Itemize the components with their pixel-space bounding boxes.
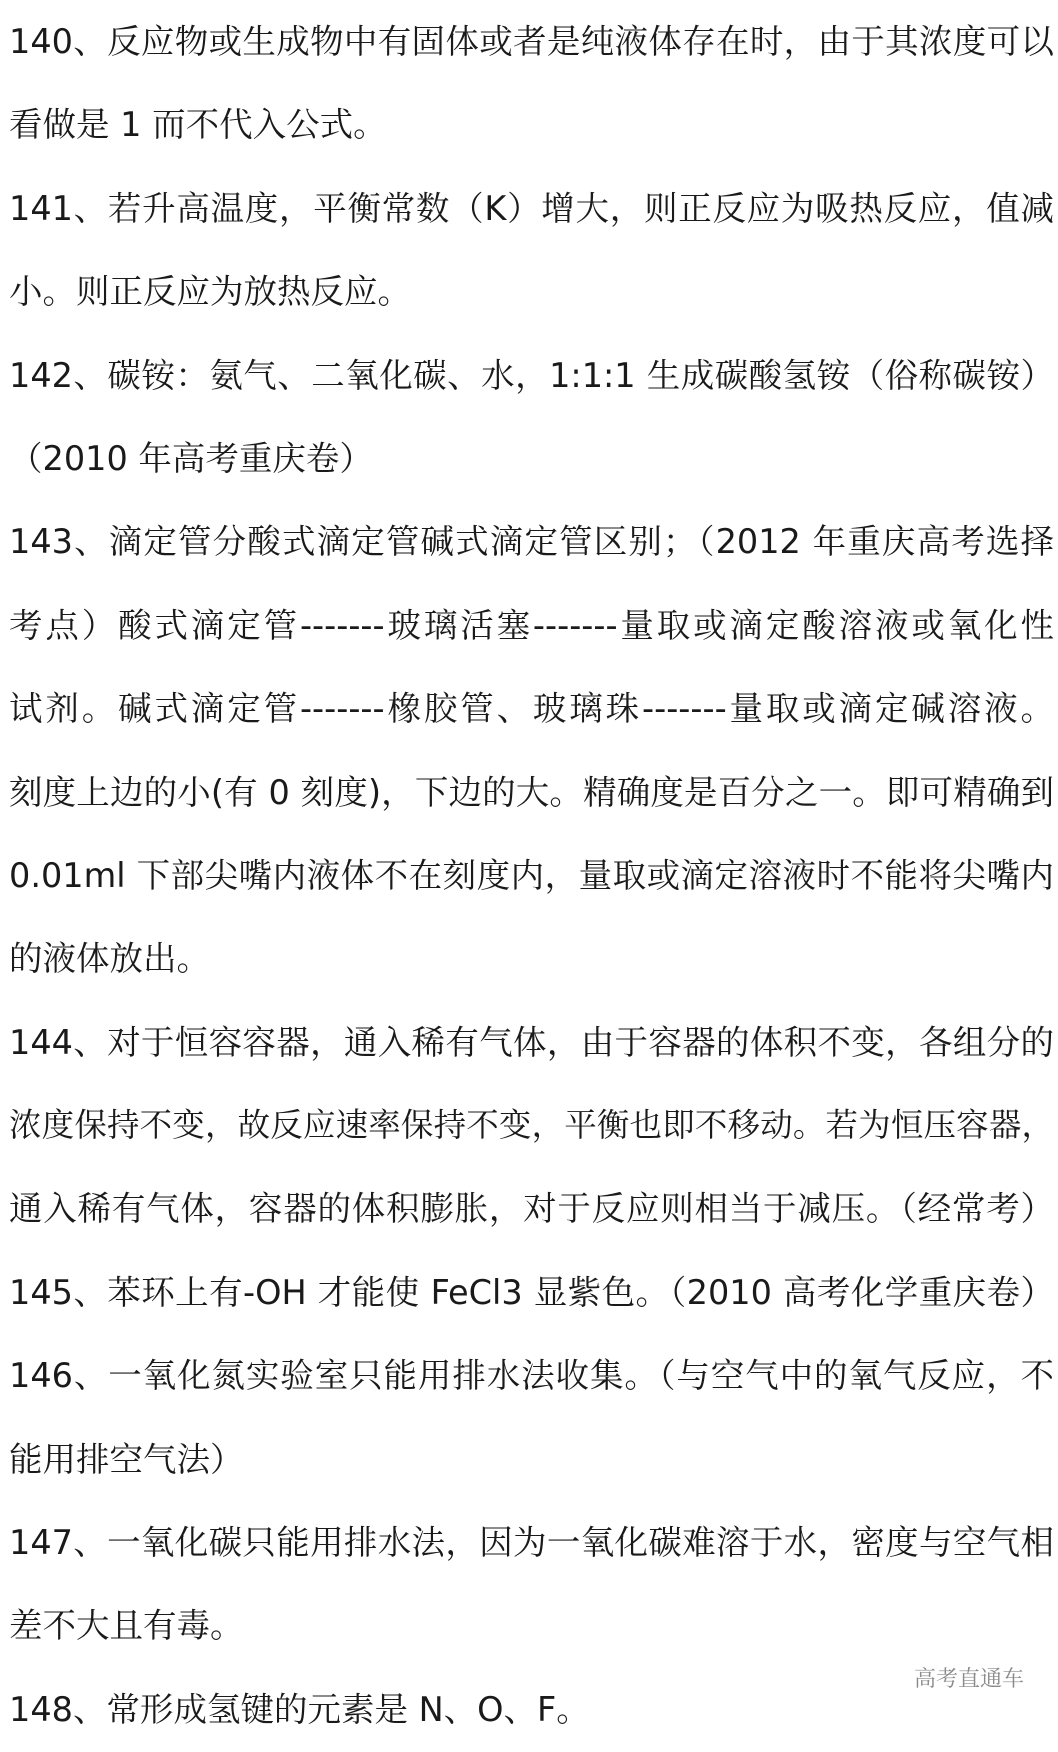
text-line: 考点）酸式滴定管-------玻璃活塞-------量取或滴定酸溶液或氧化性 — [9, 605, 1054, 645]
watermark-label: 高考直通车 — [913, 1667, 1024, 1692]
text-line: 145、苯环上有-OH 才能使 FeCl3 显紫色。（2010 高考化学重庆卷） — [9, 1272, 1054, 1312]
text-line: 142、碳铵：氨气、二氧化碳、水，1:1:1 生成碳酸氢铵（俗称碳铵） — [9, 355, 1054, 395]
text-line: 140、反应物或生成物中有固体或者是纯液体存在时，由于其浓度可以 — [9, 22, 1054, 61]
text-line: 146、一氧化氮实验室只能用排水法收集。（与空气中的氧气反应，不 — [9, 1356, 1054, 1396]
text-line: 能用排空气法） — [9, 1439, 244, 1479]
text-line: 147、一氧化碳只能用排水法，因为一氧化碳难溶于水，密度与空气相 — [9, 1523, 1054, 1563]
document-body — [9, 0, 1054, 1751]
text-line: 148、常形成氢键的元素是 N、O、F。 — [9, 1689, 590, 1729]
text-line: 141、若升高温度，平衡常数（K）增大，则正反应为吸热反应，值减 — [9, 188, 1054, 228]
text-line: 试剂。碱式滴定管-------橡胶管、玻璃珠-------量取或滴定碱溶液。 — [9, 689, 1054, 729]
text-line: 143、滴定管分酸式滴定管碱式滴定管区别；（2012 年重庆高考选择 — [9, 522, 1054, 562]
text-line: 0.01ml 下部尖嘴内液体不在刻度内，量取或滴定溶液时不能将尖嘴内 — [9, 855, 1054, 895]
text-line: 小。则正反应为放热反应。 — [9, 272, 411, 312]
text-line: 差不大且有毒。 — [9, 1606, 244, 1646]
text-line: 144、对于恒容容器，通入稀有气体，由于容器的体积不变，各组分的 — [9, 1022, 1054, 1062]
text-line: 浓度保持不变，故反应速率保持不变，平衡也即不移动。若为恒压容器， — [9, 1106, 1054, 1145]
text-line: 看做是 1 而不代入公式。 — [9, 105, 387, 145]
text-line: 的液体放出。 — [9, 939, 210, 979]
text-line: （2010 年高考重庆卷） — [9, 438, 373, 478]
text-line: 通入稀有气体，容器的体积膨胀，对于反应则相当于减压。（经常考） — [9, 1189, 1054, 1229]
text-line: 刻度上边的小(有 0 刻度)，下边的大。精确度是百分之一。即可精确到 — [9, 772, 1054, 812]
